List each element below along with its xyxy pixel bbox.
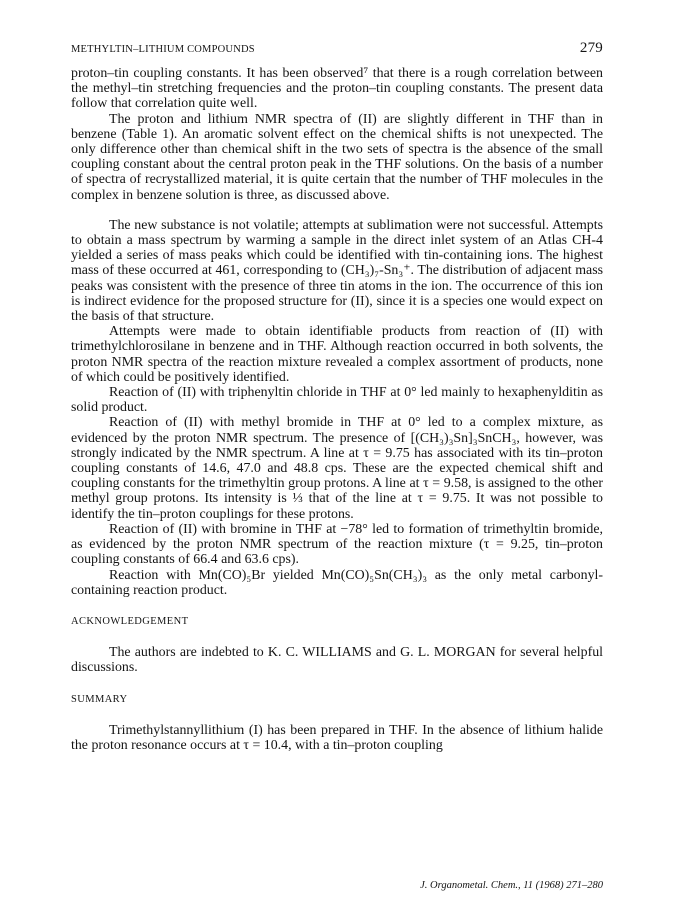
body-text	[71, 66, 603, 753]
running-head	[71, 42, 603, 58]
page-number: 279	[579, 40, 603, 56]
summary-heading: SUMMARY	[71, 693, 128, 705]
paragraph: Reaction of (II) with bromine in THF at −78° led to formation of trimethyltin bromide, as evidenced by the proton NMR spectrum of the reaction mixture (τ = 9.25, tin–proton coupling constants of 66.4 and 63.6 cps).	[71, 521, 603, 568]
paragraph: Reaction with Mn(CO)₅Br yielded Mn(CO)₅Sn(CH₃)₃ as the only metal carbonyl-containing reaction product.	[71, 567, 603, 598]
paragraph: Reaction of (II) with triphenyltin chloride in THF at 0° led mainly to hexaphenylditin as solid product.	[71, 385, 603, 416]
summary-text: Trimethylstannyllithium (I) has been prepared in THF. In the absence of lithium halide the proton resonance occurs at τ = 10.4, with a tin–proton coupling	[71, 722, 603, 753]
paragraph: Reaction of (II) with methyl bromide in THF at 0° led to a complex mixture, as evidenced by the proton NMR spectrum. The presence of [(CH₃)₃Sn]₃SnCH₃, however, was strongly indicated by the NMR spectrum. A line at τ = 9.75 has associated with its tin–proton coupling constants of 14.6, 47.0 and 48.8 cps. These are the expected chemical shift and coupling constants for the trimethyltin group protons. A line at τ = 9.58, is assigned to the other methyl group protons. Its intensity is ⅓ that of the line at τ = 9.75. It was not possible to identify the tin–proton couplings for these protons.	[71, 415, 603, 522]
journal-citation: J. Organometal. Chem., 11 (1968) 271–280	[420, 880, 603, 891]
acknowledgement-text: The authors are indebted to K. C. WILLIAMS and G. L. MORGAN for several helpful discussions.	[71, 645, 603, 676]
paragraph: The proton and lithium NMR spectra of (II) are slightly different in THF than in benzene (Table 1). An aromatic solvent effect on the chemical shifts is not unexpected. The only difference other than chemical shift in the two sets of spectra is the absence of the small coupling constant about the central proton peak in the THF solutions. On the basis of a number of spectra of recrystallized material, it is quite certain that the number of THF molecules in the complex in benzene solution is three, as discussed above.	[71, 111, 603, 203]
running-title: METHYLTIN–LITHIUM COMPOUNDS	[71, 44, 255, 55]
paragraph: Attempts were made to obtain identifiable products from reaction of (II) with trimethylchlorosilane in benzene and in THF. Although reaction occurred in both solvents, the proton NMR spectra of the reaction mixture revealed a complex assortment of products, none of which could be positively identified.	[71, 324, 603, 385]
paragraph: The new substance is not volatile; attempts at sublimation were not successful. Attempts to obtain a mass spectrum by warming a sample in the direct inlet system of an Atlas CH-4 yielded a series of mass peaks which could be identified with tin-containing ions. The highest mass of these occurred at 461, corresponding to (CH₃)₇-Sn₃⁺. The distribution of adjacent mass peaks was consistent with the presence of three tin atoms in the ion. The occurrence of this ion is indirect evidence for the proposed structure for (II), since it is a species one would expect on the basis of that structure.	[71, 217, 603, 325]
paragraph: proton–tin coupling constants. It has been observed⁷ that there is a rough correlation between the methyl–tin stretching frequencies and the proton–tin coupling constants. The present data follow that correlation quite well.	[71, 66, 603, 112]
acknowledgement-heading: ACKNOWLEDGEMENT	[71, 615, 189, 627]
